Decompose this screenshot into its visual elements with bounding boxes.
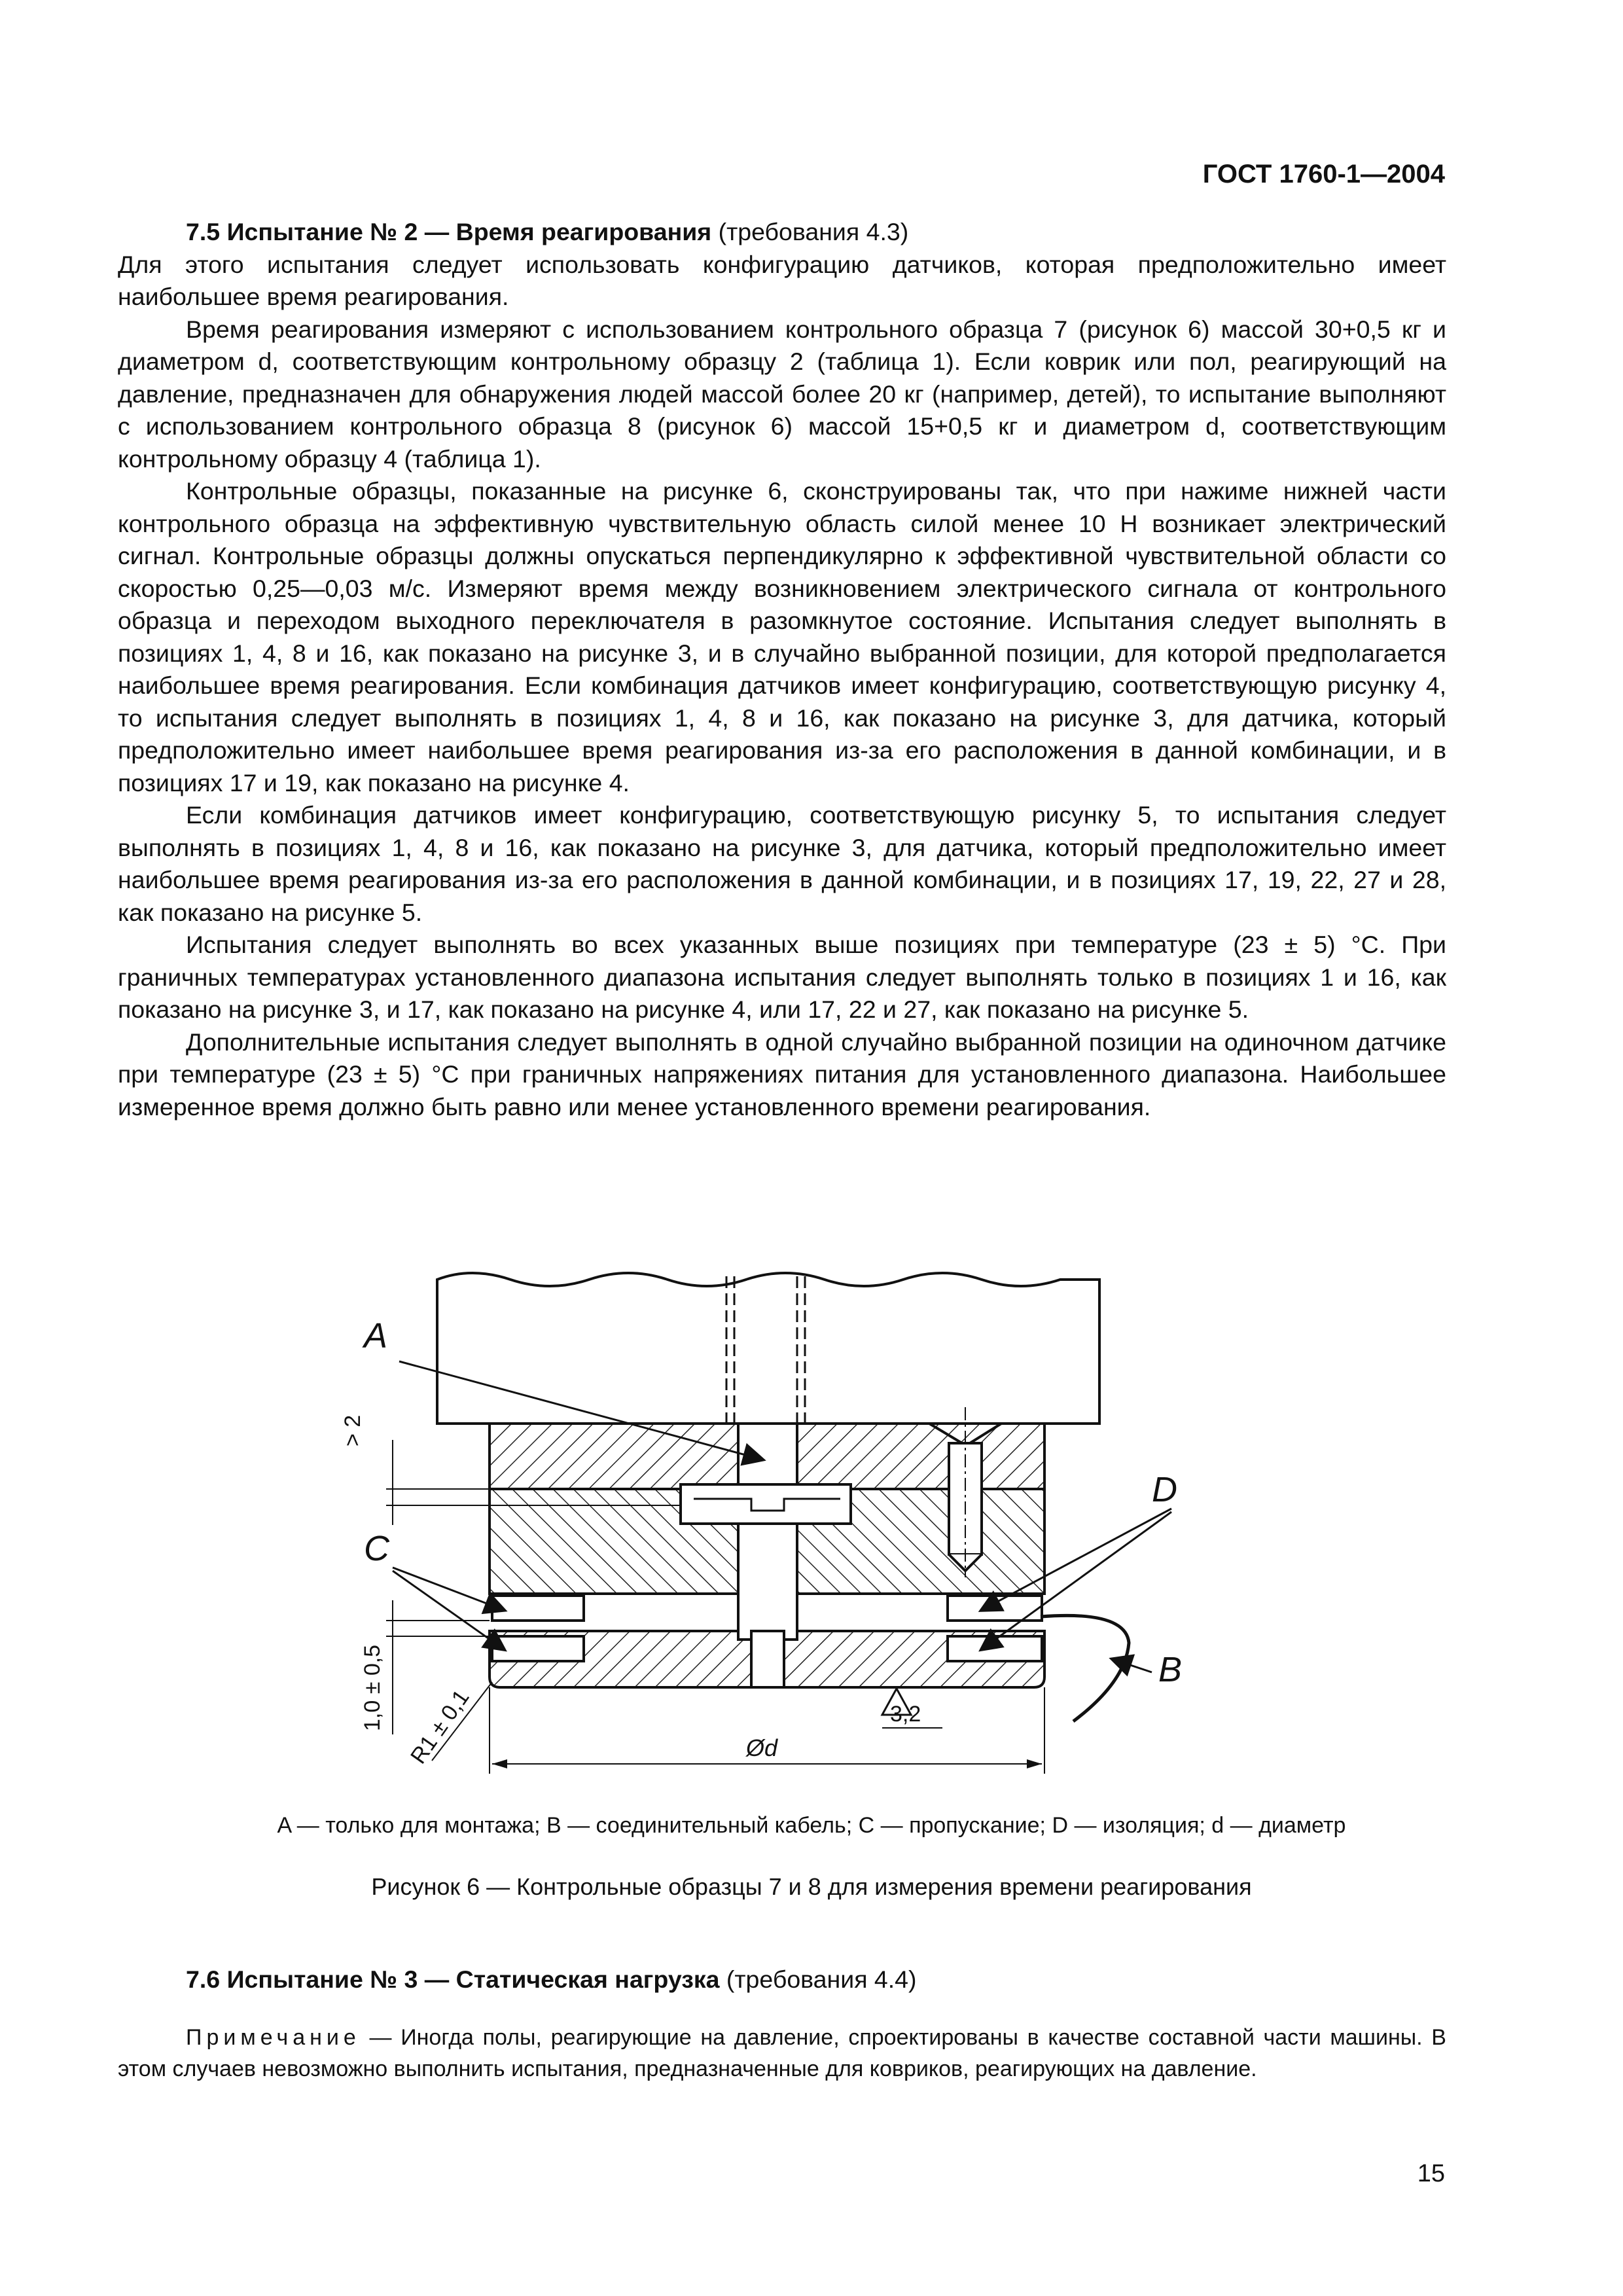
- section-7-6: [118, 1964, 1446, 1996]
- section-heading: [118, 1964, 1446, 1996]
- section-title: Испытание № 3 — Статическая нагрузка: [226, 1965, 720, 1993]
- section-number: 7.6: [186, 1965, 221, 1993]
- standard-code: ГОСТ 1760-1—2004: [1202, 160, 1445, 188]
- dimension-thickness: 1,0 ± 0,5: [360, 1644, 385, 1731]
- note-text: — Иногда полы, реагирующие на давление, спроектированы в качестве составной части машины. В этом случаев невозможно выполнить испытания, предназначенные для ковриков, реагирующих на давление.: [118, 2025, 1446, 2081]
- figure-label-d: D: [1152, 1470, 1177, 1509]
- note: [118, 2022, 1446, 2085]
- paragraph-1: Для этого испытания следует использовать конфигурацию датчиков, которая предположительно имеет наибольшее время реагирования.: [118, 250, 1446, 310]
- figure-caption: Рисунок 6 — Контрольные образцы 7 и 8 для измерения времени реагирования: [371, 1873, 1252, 1900]
- section-ref: (требования 4.3): [711, 218, 909, 245]
- paragraph-4: Если комбинация датчиков имеет конфигурацию, соответствующую рисунку 5, то испытания следует выполнять в позициях 1, 4, 8 и 16, как показано на рисунке 3, для датчика, который предположительно имеет наибольшее время реагирования из-за его расположения в данной комбинации, и в позициях 17, 19, 22, 27 и 28, как показано на рисунке 5.: [118, 801, 1446, 926]
- figure-label-b: B: [1158, 1650, 1183, 1689]
- dimension-roughness: 3,2: [890, 1702, 921, 1727]
- figure-legend: A — только для монтажа; B — соединительный кабель; C — пропускание; D — изоляция; d — диаметр: [277, 1813, 1346, 1838]
- page-number: 15: [1417, 2160, 1445, 2187]
- paragraph-6: Дополнительные испытания следует выполнять в одной случайно выбранной позиции на одиночном датчике при температуре (23 ± 5) °С при граничных напряжениях питания для установленного диапазона. Наибольшее измеренное время должно быть равно или менее установленного времени реагирования.: [118, 1028, 1446, 1121]
- dimension-gap: > 2: [340, 1414, 365, 1446]
- section-title: Испытание № 2 — Время реагирования: [226, 218, 712, 245]
- dimension-radius: R1 ± 0,1: [406, 1685, 474, 1768]
- section-ref: (требования 4.4): [719, 1965, 917, 1993]
- section-number: 7.5: [186, 218, 221, 245]
- mounting-plate: [437, 1273, 1099, 1424]
- note-label: Примечание: [186, 2025, 361, 2050]
- paragraph-2: Время реагирования измеряют с использованием контрольного образца 7 (рисунок 6) массой 30+0,5 кг и диаметром d, соответствующим контрольному образцу 2 (таблица 1). Если коврик или пол, реагирующий на давление, предназначен для обнаружения людей массой более 20 кг (например, детей), то испытание выполняют с использованием контрольного образца 8 (рисунок 6) массой 15+0,5 кг и диаметром d, соответствующим контрольному образцу 4 (таблица 1).: [118, 315, 1446, 473]
- dimension-diameter: Ød: [746, 1734, 778, 1761]
- figure-label-c: C: [364, 1529, 389, 1568]
- figure-label-a: A: [364, 1316, 388, 1355]
- paragraph-5: Испытания следует выполнять во всех указанных выше позициях при температуре (23 ± 5) °С. При граничных температурах установленного диапазона испытания следует выполнять только в позициях 1 и 16, как показано на рисунке 3, и 17, как показано на рисунке 4, или 17, 22 и 27, как показано на рисунке 5.: [118, 931, 1446, 1023]
- paragraph-3: Контрольные образцы, показанные на рисунке 6, сконструированы так, что при нажиме нижней части контрольного образца на эффективную чувствительную область силой менее 10 Н возникает электрический сигнал. Контрольные образцы должны опускаться перпендикулярно к эффективной чувствительной области со скоростью 0,25—0,03 м/с. Измеряют время между возникновением электрического сигнала от контрольного образца и переходом выходного переключателя в разомкнутое состояние. Испытания следует выполнять в позициях 1, 4, 8 и 16, как показано на рисунке 3, и в случайно выбранной позиции, для которой предполагается наибольшее время реагирования. Если комбинация датчиков имеет конфигурацию, соответствующую рисунку 4, то испытания следует выполнять в позициях 1, 4, 8 и 16, как показано на рисунке 3, для датчика, который предположительно имеет наибольшее время реагирования из-за его расположения в данной комбинации, и в позициях 17 и 19, как показано на рисунке 4.: [118, 477, 1446, 797]
